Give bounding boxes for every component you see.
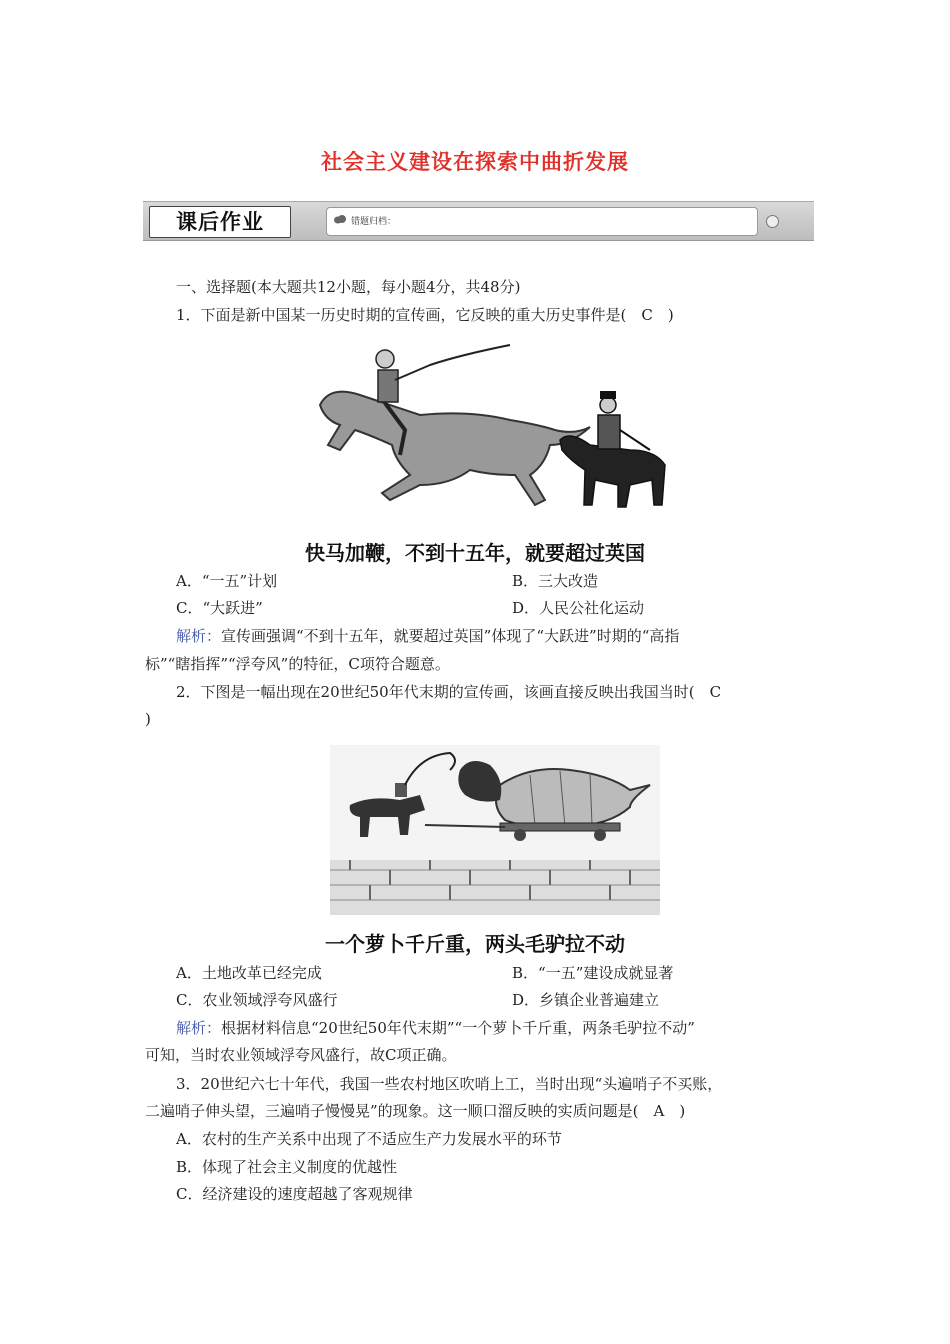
q2-option-a[interactable]: A．土地改革已经完成 [176, 964, 322, 982]
q1-analysis-label: 解析： [176, 627, 222, 645]
q2-analysis-line-1 [176, 1018, 695, 1038]
homework-banner [143, 201, 814, 241]
q1-poster-caption: 快马加鞭，不到十五年，就要超过英国 [305, 541, 645, 565]
q2-option-c[interactable]: C．农业领域浮夸风盛行 [176, 991, 338, 1009]
homework-tag: 课后作业 [149, 206, 291, 238]
q1-stem: 1．下面是新中国某一历史时期的宣传画，它反映的重大历史事件是( C ) [176, 306, 674, 324]
q1-option-c[interactable]: C．“大跃进” [176, 599, 263, 617]
q3-option-b[interactable]: B．体现了社会主义制度的优越性 [176, 1158, 398, 1176]
q2-stem-line-2: ) [145, 710, 151, 728]
q3-option-c[interactable]: C．经济建设的速度超越了客观规律 [176, 1185, 413, 1203]
horse-donkey-poster-illustration [300, 335, 690, 530]
q3-option-a[interactable]: A．农村的生产关系中出现了不适应生产力发展水平的环节 [176, 1130, 562, 1148]
q1-option-d[interactable]: D．人民公社化运动 [512, 599, 645, 617]
q1-analysis-line-1 [176, 626, 679, 646]
error-archive-field[interactable] [326, 207, 758, 236]
q3-stem-line-1: 3．20世纪六七十年代，我国一些农村地区吹哨上工，当时出现“头遍哨子不买账， [176, 1075, 723, 1093]
q1-analysis-text: 宣传画强调“不到十五年，就要超过英国”体现了“大跃进”时期的“高指 [221, 627, 680, 645]
archive-label: 错题归档： [351, 217, 397, 227]
q2-poster-caption: 一个萝卜千斤重，两头毛驴拉不动 [325, 932, 625, 956]
section-heading: 一、选择题(本大题共12小题，每小题4分，共48分) [176, 278, 521, 296]
q2-analysis-line-2: 可知，当时农业领域浮夸风盛行，故C项正确。 [145, 1046, 457, 1064]
page-title: 社会主义建设在探索中曲折发展 [321, 150, 629, 174]
q1-option-a[interactable]: A．“一五”计划 [176, 572, 278, 590]
cloud-icon [333, 214, 347, 224]
refresh-icon[interactable] [766, 215, 779, 228]
q2-option-b[interactable]: B．“一五”建设成就显著 [512, 964, 674, 982]
q2-stem-line-1: 2．下图是一幅出现在20世纪50年代末期的宣传画，该画直接反映出我国当时( C [176, 683, 722, 701]
q2-analysis-text: 根据材料信息“20世纪50年代末期”“一个萝卜千斤重，两条毛驴拉不动” [221, 1019, 695, 1037]
q2-analysis-label: 解析： [176, 1019, 222, 1037]
q1-option-b[interactable]: B．三大改造 [512, 572, 599, 590]
radish-cart-poster-illustration [330, 745, 660, 915]
q1-analysis-line-2: 标”“瞎指挥”“浮夸风”的特征，C项符合题意。 [145, 655, 450, 673]
q3-stem-line-2: 二遍哨子伸头望，三遍哨子慢慢晃”的现象。这一顺口溜反映的实质问题是( A ) [145, 1102, 686, 1120]
q2-option-d[interactable]: D．乡镇企业普遍建立 [512, 991, 660, 1009]
